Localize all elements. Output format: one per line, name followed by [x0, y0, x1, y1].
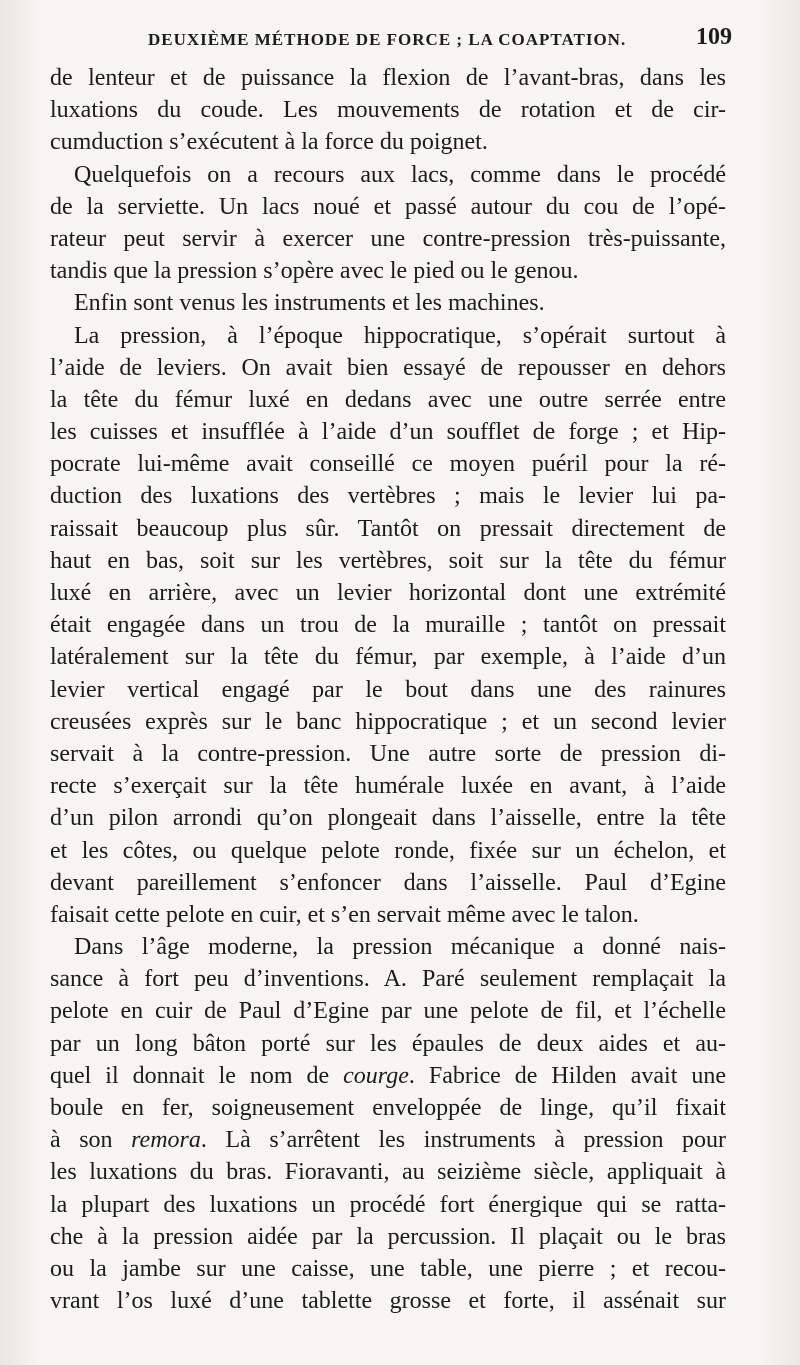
- text-line: était engagée dans un trou de la muraille ; tantôt on pressait: [50, 612, 726, 639]
- text-line: quel il donnait le nom de courge. Fabrice de Hilden avait une: [50, 1062, 726, 1089]
- text-line: pocrate lui-même avait conseillé ce moyen puéril pour la ré-: [50, 451, 726, 478]
- text-line: Dans l’âge moderne, la pression mécanique a donné nais-: [74, 934, 726, 961]
- text-line: d’un pilon arrondi qu’on plongeait dans l’aisselle, entre la tête: [50, 805, 726, 832]
- text-line: tandis que la pression s’opère avec le pied ou le genou.: [50, 258, 579, 285]
- text-line: de lenteur et de puissance la flexion de l’avant-bras, dans les: [50, 65, 726, 91]
- text-line: pelote en cuir de Paul d’Egine par une pelote de fil, et l’échelle: [50, 998, 726, 1025]
- text-line: Enfin sont venus les instruments et les machines.: [74, 290, 545, 317]
- text-line: ou la jambe sur une caisse, une table, une pierre ; et recou-: [50, 1255, 726, 1282]
- text-line: creusées exprès sur le banc hippocratique ; et un second levier: [50, 708, 726, 735]
- text-line: vrant l’os luxé d’une tablette grosse et forte, il assénait sur: [50, 1288, 726, 1315]
- text-line: à son remora. Là s’arrêtent les instruments à pression pour: [50, 1127, 726, 1154]
- text-line: recte s’exerçait sur la tête humérale luxée en avant, à l’aide: [50, 773, 726, 800]
- text-line: raissait beaucoup plus sûr. Tantôt on pressait directement de: [50, 515, 726, 542]
- text-line: les luxations du bras. Fioravanti, au seizième siècle, appliquait à: [50, 1159, 726, 1186]
- text-line: boule en fer, soigneusement enveloppée de linge, qu’il fixait: [50, 1095, 726, 1121]
- text-line: de la serviette. Un lacs noué et passé autour du cou de l’opé-: [50, 193, 726, 220]
- text-line: faisait cette pelote en cuir, et s’en servait même avec le talon.: [50, 901, 639, 928]
- text-line: duction des luxations des vertèbres ; mais le levier lui pa-: [50, 483, 726, 510]
- page-header: [148, 24, 732, 60]
- text-line: les cuisses et insufflée à l’aide d’un soufflet de forge ; et Hip-: [50, 419, 726, 446]
- text-line: servait à la contre-pression. Une autre sorte de pression di-: [50, 740, 726, 767]
- text-line: cumduction s’exécutent à la force du poignet.: [50, 129, 488, 156]
- text-line: sance à fort peu d’inventions. A. Paré seulement remplaçait la: [50, 966, 726, 993]
- text-line: la plupart des luxations un procédé fort énergique qui se ratta-: [50, 1191, 726, 1218]
- text-line: levier vertical engagé par le bout dans une des rainures: [50, 676, 726, 703]
- text-line: haut en bas, soit sur les vertèbres, soit sur la tête du fémur: [50, 547, 726, 574]
- text-line: par un long bâton porté sur les épaules de deux aides et au-: [50, 1030, 726, 1057]
- text-line: La pression, à l’époque hippocratique, s’opérait surtout à: [74, 322, 726, 349]
- text-line: Quelquefois on a recours aux lacs, comme dans le procédé: [74, 161, 726, 188]
- page-number: 109: [696, 24, 732, 50]
- text-line: rateur peut servir à exercer une contre-pression très-puissante,: [50, 225, 726, 252]
- text-line: l’aide de leviers. On avait bien essayé de repousser en dehors: [50, 354, 726, 381]
- text-line: luxations du coude. Les mouvements de rotation et de cir-: [50, 97, 726, 124]
- body-text: [50, 62, 726, 1317]
- text-line: devant pareillement s’enfoncer dans l’aisselle. Paul d’Egine: [50, 869, 726, 896]
- running-head: DEUXIÈME MÉTHODE DE FORCE ; LA COAPTATION.: [148, 30, 627, 49]
- text-line: luxé en arrière, avec un levier horizontal dont une extrémité: [50, 580, 726, 606]
- text-line: che à la pression aidée par la percussion. Il plaçait ou le bras: [50, 1223, 726, 1250]
- text-line: latéralement sur la tête du fémur, par exemple, à l’aide d’un: [50, 644, 726, 671]
- text-line: et les côtes, ou quelque pelote ronde, fixée sur un échelon, et: [50, 837, 726, 864]
- text-line: la tête du fémur luxé en dedans avec une outre serrée entre: [50, 386, 726, 413]
